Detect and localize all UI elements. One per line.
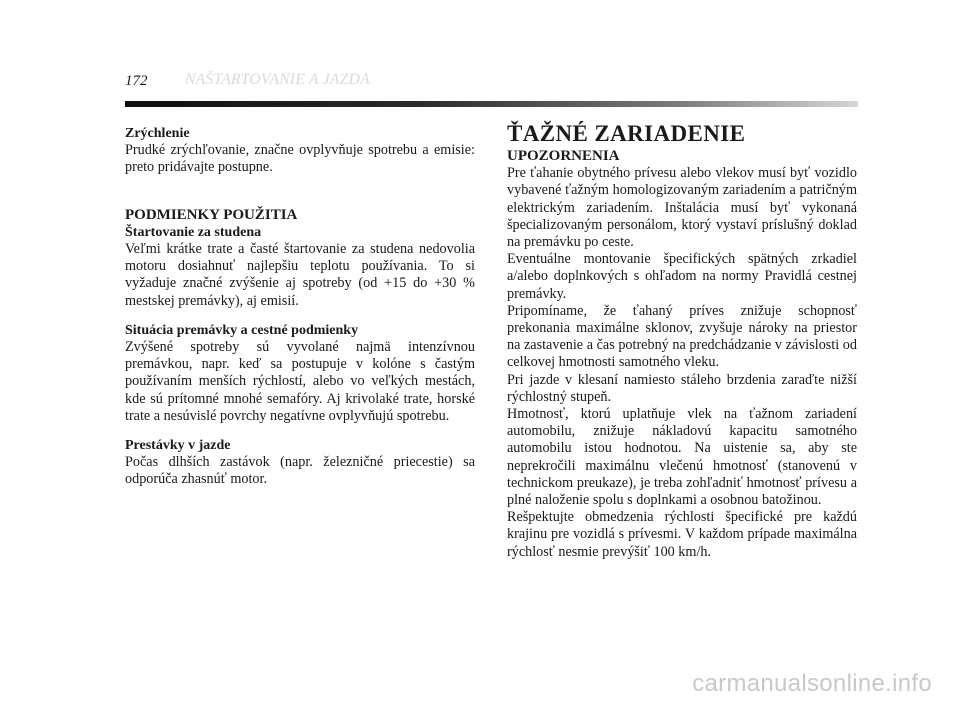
warning-paragraph: Hmotnosť, ktorú uplatňuje vlek na ťažnom zariadení automobilu, znižuje nákladovú kapacitu samotného automobilu istou hodnotou. Na uistenie sa, aby ste neprekročili maximálnu vlečenú hmotnosť (stanovenú v technickom preukaze), je treba zohľadniť hmotnosť prívesu a plné naloženie spolu s doplnkami a osobnou batožinou. (507, 406, 857, 509)
cold-start-heading: Štartovanie za studena (125, 224, 262, 240)
running-title: NAŠTARTOVANIE A JAZDA (185, 71, 370, 88)
conditions-heading: PODMIENKY POUŽITIA (125, 206, 298, 223)
chapter-title: ŤAŽNÉ ZARIADENIE (507, 121, 746, 146)
traffic-text: Zvýšené spotreby sú vyvolané najmä intenzívnou premávkou, napr. keď sa postupuje v kolóne s častým používaním menších rýchlostí, alebo vo veľkých mestách, kde sú prítomné mnohé semafóry. Aj krivolaké trate, horské trate a nesúvislé povrchy negatívne ovplyvňujú spotrebu. (125, 339, 475, 424)
page-number: 172 (125, 73, 148, 89)
header-rule (125, 101, 858, 107)
acceleration-text: Prudké zrýchľovanie, značne ovplyvňuje spotrebu a emisie: preto pridávajte postupne. (125, 142, 475, 176)
traffic-heading: Situácia premávky a cestné podmienky (125, 322, 359, 338)
acceleration-heading: Zrýchlenie (125, 126, 190, 141)
warning-paragraph: Rešpektujte obmedzenia rýchlosti špecifické pre každú krajinu pre vozidlá s prívesmi. V každom prípade maximálna rýchlosť nesmie prevýšiť 100 km/h. (507, 509, 857, 560)
stops-heading: Prestávky v jazde (125, 438, 231, 454)
warning-paragraph: Pre ťahanie obytného prívesu alebo vlekov musí byť vozidlo vybavené ťažným homologizovaným zariadením a patričným elektrickým zariadením. Inštalácia musí byť vykonaná špecializovaným personálom, ktorý vystaví príslušný doklad na premávku po ceste. (507, 165, 857, 251)
warning-paragraph: Eventuálne montovanie špecifických spätných zrkadiel a/alebo doplnkových s ohľadom na normy Pravidlá cestnej premávky. (507, 251, 857, 302)
stops-text: Počas dlhších zastávok (napr. železničné priecestie) sa odporúča zhasnúť motor. (125, 454, 475, 488)
cold-start-text: Veľmi krátke trate a časté štartovanie za studena nedovolia motoru dosiahnuť najlepšiu teplotu používania. To si vyžaduje značné zvýšenie aj spotreby (od +15 do +30 % mestskej premávky), aj emisií. (125, 241, 475, 309)
left-column (125, 125, 475, 489)
warnings-heading: UPOZORNENIA (507, 148, 620, 164)
watermark: carmanualsonline.info (692, 670, 932, 697)
warning-paragraph: Pripomíname, že ťahaný príves znižuje schopnosť prekonania maximálne sklonov, zvyšuje nároky na priestor na zastavenie a čas potrebný na predchádzanie v závislosti od celkovej hmotnosti samotného vleku. (507, 302, 857, 371)
warning-paragraph: Pri jazde v klesaní namiesto stáleho brzdenia zaraďte nižší rýchlostný stupeň. (507, 371, 857, 405)
right-column (507, 120, 857, 561)
